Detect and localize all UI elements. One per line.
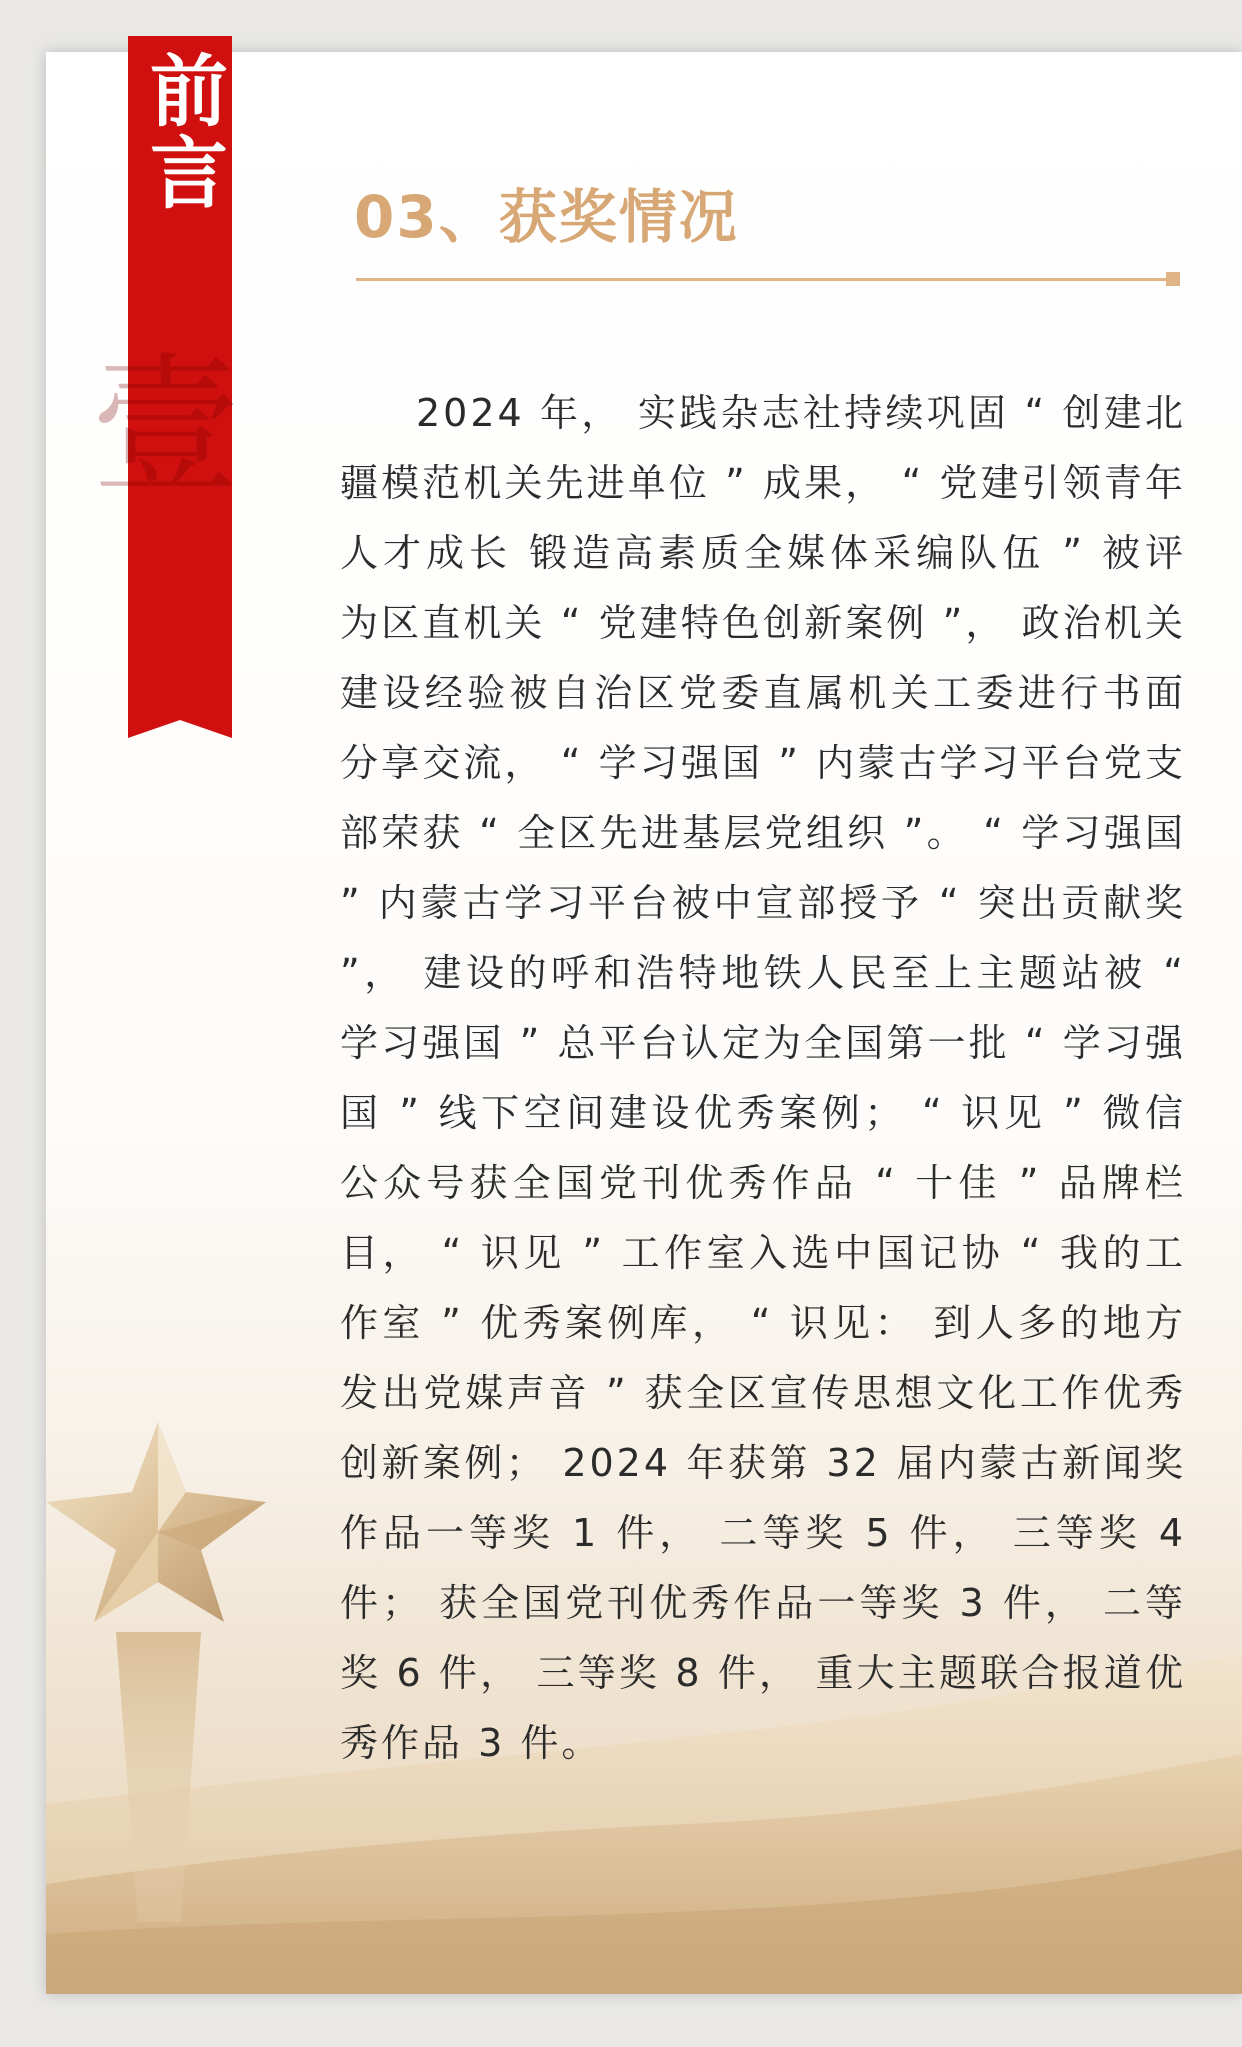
red-bookmark-ribbon-icon	[65, 36, 239, 738]
section-heading: 03、获奖情况	[354, 183, 739, 251]
golden-star-trophy-icon	[46, 1382, 286, 1922]
awards-paragraph: 2024 年， 实践杂志社持续巩固 “ 创建北疆模范机关先进单位 ” 成果， “ 党建引领青年人才成长 锻造高素质全媒体采编队伍 ” 被评为区直机关 “ 党建特色创新案例 ”， 政治机关建设经验被自治区党委直属机关工委进行书面分享交流， “ 学习强国 ” 内蒙古学习平台党支部荣获 “ 全区先进基层党组织 ”。 “ 学习强国 ” 内蒙古学习平台被中宣部授予 “ 突出贡献奖 ”， 建设的呼和浩特地铁人民至上主题站被 “ 学习强国 ” 总平台认定为全国第一批 “ 学习强国 ” 线下空间建设优秀案例； “ 识见 ” 微信公众号获全国党刊优秀作品 “ 十佳 ” 品牌栏目， “ 识见 ” 工作室入选中国记协 “ 我的工作室 ” 优秀案例库， “ 识见： 到人多的地方发出党媒声音 ” 获全区宣传思想文化工作优秀创新案例； 2024 年获第 32 届内蒙古新闻奖作品一等奖 1 件， 二等奖 5 件， 三等奖 4 件； 获全国党刊优秀作品一等奖 3 件， 二等奖 6 件， 三等奖 8 件， 重大主题联合报道优秀作品 3 件。	[340, 391, 1186, 1765]
ribbon-title: 前言	[137, 50, 228, 214]
ribbon-watermark: 壹	[65, 346, 239, 496]
rule-end-square	[1166, 272, 1180, 286]
heading-rule	[356, 278, 1174, 281]
